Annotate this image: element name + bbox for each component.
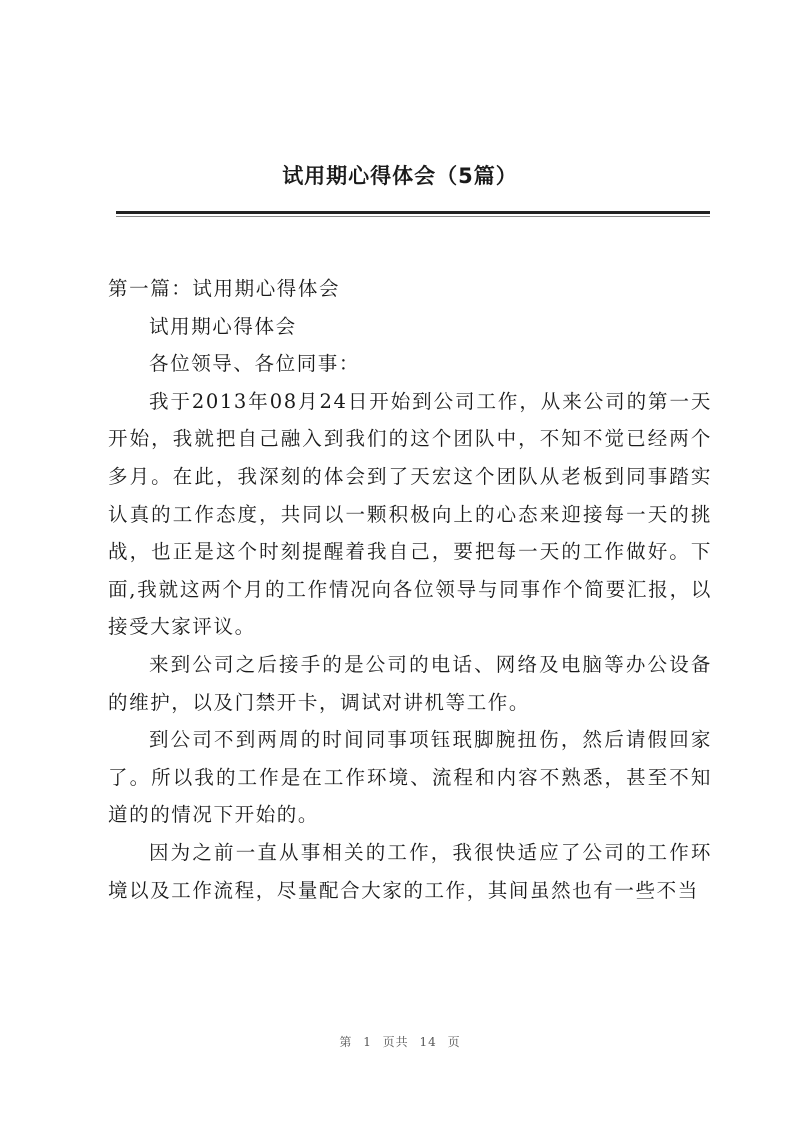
body-paragraph: 到公司不到两周的时间同事项钰珉脚腕扭伤，然后请假回家了。所以我的工作是在工作环境、流程和内容不熟悉，甚至不知道的的情况下开始的。 — [108, 728, 712, 827]
salutation: 各位领导、各位同事： — [149, 352, 361, 376]
section-heading: 第一篇：试用期心得体会 — [108, 277, 341, 300]
title-divider — [116, 211, 710, 214]
subheading: 试用期心得体会 — [149, 314, 297, 338]
document-title: 试用期心得体会（5篇） — [282, 164, 518, 188]
body-paragraph: 因为之前一直从事相关的工作，我很快适应了公司的工作环境以及工作流程，尽量配合大家的工作，其间虽然也有一些不当 — [108, 840, 712, 902]
title-divider-thin — [116, 216, 710, 217]
page-footer: 第 1 页共 14 页 — [339, 1035, 461, 1049]
body-paragraph: 来到公司之后接手的是公司的电话、网络及电脑等办公设备的维护，以及门禁开卡，调试对讲机等工作。 — [108, 652, 712, 714]
body-paragraph: 我于2013年08月24日开始到公司工作，从来公司的第一天开始，我就把自己融入到我们的这个团队中，不知不觉已经两个多月。在此，我深刻的体会到了天宏这个团队从老板到同事踏实认真的工作态度，共同以一颗积极向上的心态来迎接每一天的挑战，也正是这个时刻提醒着我自己，要把每一天的工作做好。下面,我就这两个月的工作情况向各位领导与同事作个简要汇报，以接受大家评议。 — [108, 389, 712, 639]
document-body — [108, 270, 712, 909]
